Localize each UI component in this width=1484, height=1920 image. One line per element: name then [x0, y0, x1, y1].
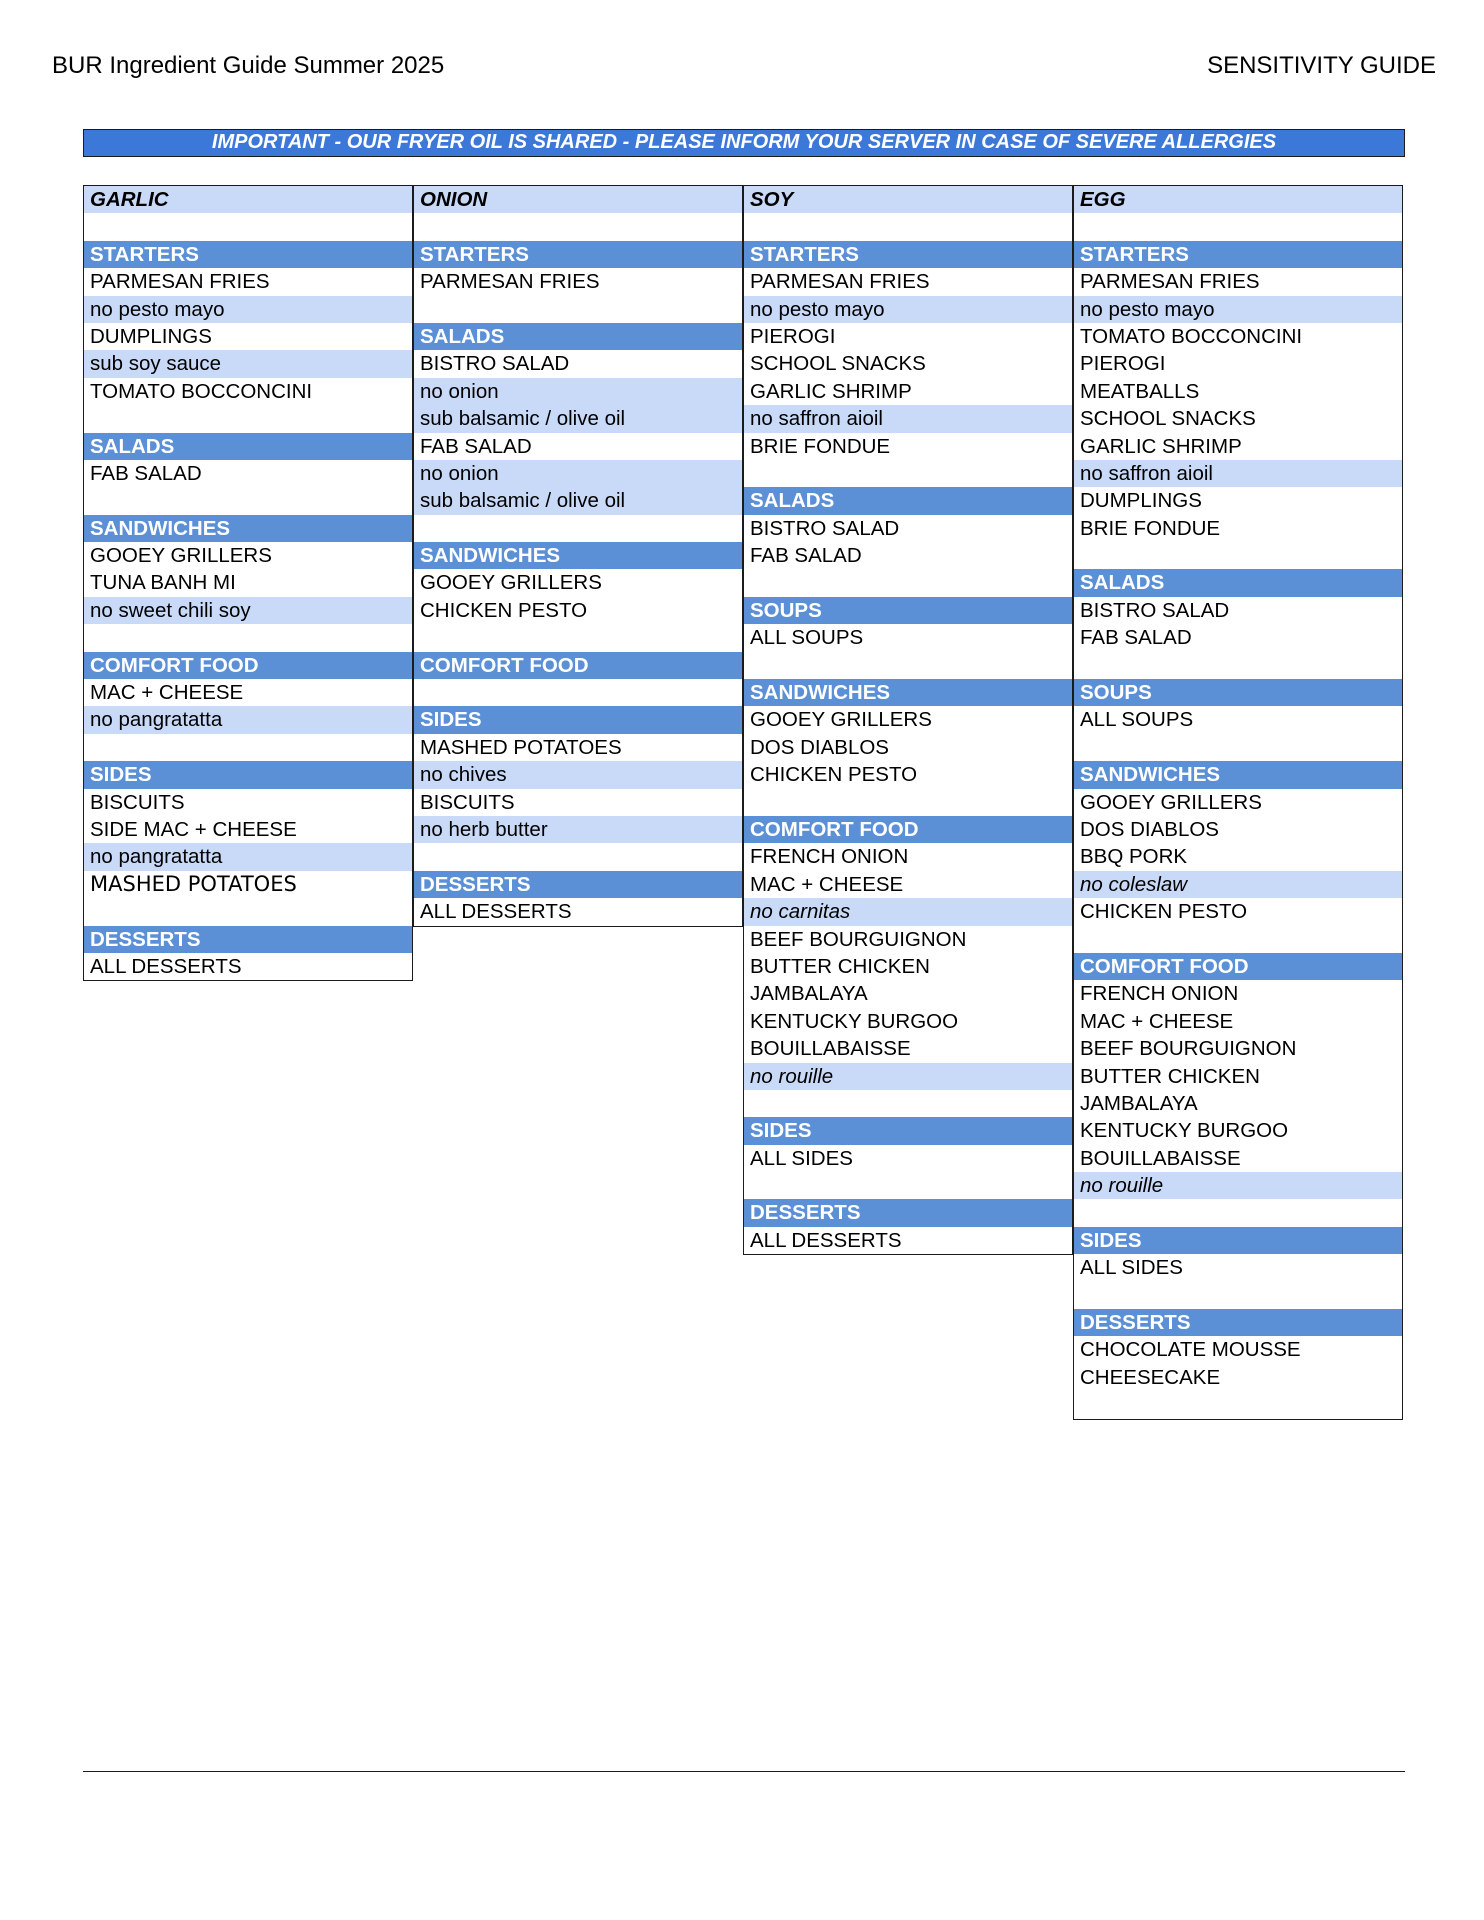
egg-column [1073, 185, 1403, 1420]
menu-item: ALL DESSERTS [84, 953, 412, 980]
menu-item: ALL SOUPS [744, 624, 1072, 651]
menu-item: PARMESAN FRIES [84, 268, 412, 295]
menu-item: PIEROGI [1074, 350, 1402, 377]
menu-item: BOUILLABAISSE [744, 1035, 1072, 1062]
footer-divider [83, 1771, 1405, 1772]
menu-item: ALL DESSERTS [744, 1227, 1072, 1254]
section-header: COMFORT FOOD [1074, 953, 1402, 980]
menu-item: ALL SIDES [1074, 1254, 1402, 1281]
menu-item: BRIE FONDUE [744, 433, 1072, 460]
spacer-row [1074, 542, 1402, 569]
menu-item: MEATBALLS [1074, 378, 1402, 405]
menu-item: TOMATO BOCCONCINI [84, 378, 412, 405]
modification-note: no saffron aioil [1074, 460, 1402, 487]
spacer-row [744, 213, 1072, 240]
menu-item: GOOEY GRILLERS [1074, 789, 1402, 816]
menu-item: FRENCH ONION [744, 843, 1072, 870]
menu-item: PIEROGI [744, 323, 1072, 350]
menu-item: BISTRO SALAD [414, 350, 742, 377]
spacer-row [414, 679, 742, 706]
section-header: SANDWICHES [1074, 761, 1402, 788]
modification-note: no herb butter [414, 816, 742, 843]
section-header: STARTERS [414, 241, 742, 268]
menu-item: KENTUCKY BURGOO [1074, 1117, 1402, 1144]
section-header: SALADS [744, 487, 1072, 514]
menu-item: BEEF BOURGUIGNON [1074, 1035, 1402, 1062]
menu-item: BBQ PORK [1074, 843, 1402, 870]
spacer-row [414, 213, 742, 240]
spacer-row [84, 898, 412, 925]
section-header: STARTERS [744, 241, 1072, 268]
modification-note: no rouille [1074, 1172, 1402, 1199]
modification-note: sub balsamic / olive oil [414, 487, 742, 514]
section-header: DESSERTS [1074, 1309, 1402, 1336]
modification-note: sub balsamic / olive oil [414, 405, 742, 432]
menu-item: FAB SALAD [1074, 624, 1402, 651]
menu-item: CHICKEN PESTO [1074, 898, 1402, 925]
modification-note: no pangratatta [84, 843, 412, 870]
modification-note: no sweet chili soy [84, 597, 412, 624]
menu-item: PARMESAN FRIES [1074, 268, 1402, 295]
document-header-left: BUR Ingredient Guide Summer 2025 [52, 52, 445, 79]
modification-note: no pesto mayo [1074, 296, 1402, 323]
modification-note: no pesto mayo [84, 296, 412, 323]
section-header: SANDWICHES [744, 679, 1072, 706]
section-header: SIDES [744, 1117, 1072, 1144]
menu-item: KENTUCKY BURGOO [744, 1008, 1072, 1035]
menu-item: ALL SIDES [744, 1145, 1072, 1172]
modification-note: no pesto mayo [744, 296, 1072, 323]
menu-item: FRENCH ONION [1074, 980, 1402, 1007]
menu-item: BUTTER CHICKEN [744, 953, 1072, 980]
spacer-row [744, 789, 1072, 816]
spacer-row [744, 1090, 1072, 1117]
menu-item: FAB SALAD [744, 542, 1072, 569]
menu-item: CHICKEN PESTO [744, 761, 1072, 788]
spacer-row [84, 405, 412, 432]
spacer-row [84, 734, 412, 761]
spacer-row [1074, 652, 1402, 679]
menu-item: BOUILLABAISSE [1074, 1145, 1402, 1172]
section-header: COMFORT FOOD [84, 652, 412, 679]
spacer-row [414, 296, 742, 323]
fryer-oil-warning-banner: IMPORTANT - OUR FRYER OIL IS SHARED - PLEASE INFORM YOUR SERVER IN CASE OF SEVERE ALLERGIES [83, 129, 1405, 157]
menu-item: ALL DESSERTS [414, 898, 742, 925]
spacer-row [84, 624, 412, 651]
column-title: ONION [414, 186, 742, 213]
spacer-row [414, 515, 742, 542]
menu-item: CHICKEN PESTO [414, 597, 742, 624]
spacer-row [744, 460, 1072, 487]
modification-note: no onion [414, 460, 742, 487]
menu-item: JAMBALAYA [1074, 1090, 1402, 1117]
menu-item: MASHED POTATOES [414, 734, 742, 761]
spacer-row [744, 652, 1072, 679]
menu-item: BRIE FONDUE [1074, 515, 1402, 542]
menu-item: GOOEY GRILLERS [744, 706, 1072, 733]
menu-item: PARMESAN FRIES [744, 268, 1072, 295]
soy-column [743, 185, 1073, 1255]
modification-note: no saffron aioil [744, 405, 1072, 432]
section-header: SIDES [414, 706, 742, 733]
section-header: DESSERTS [84, 926, 412, 953]
spacer-row [744, 1172, 1072, 1199]
menu-item: ALL SOUPS [1074, 706, 1402, 733]
modification-note: no pangratatta [84, 706, 412, 733]
menu-item: TUNA BANH MI [84, 569, 412, 596]
menu-item: MAC + CHEESE [744, 871, 1072, 898]
menu-item: FAB SALAD [84, 460, 412, 487]
spacer-row [1074, 1282, 1402, 1309]
column-title: GARLIC [84, 186, 412, 213]
section-header: SIDES [84, 761, 412, 788]
modification-note: no chives [414, 761, 742, 788]
section-header: SANDWICHES [414, 542, 742, 569]
menu-item: SIDE MAC + CHEESE [84, 816, 412, 843]
modification-note: no rouille [744, 1063, 1072, 1090]
section-header: SALADS [84, 433, 412, 460]
spacer-row [414, 843, 742, 870]
menu-item: GOOEY GRILLERS [84, 542, 412, 569]
menu-item: DOS DIABLOS [1074, 816, 1402, 843]
section-header: DESSERTS [744, 1199, 1072, 1226]
section-header: SALADS [414, 323, 742, 350]
menu-item: SCHOOL SNACKS [744, 350, 1072, 377]
menu-item: GOOEY GRILLERS [414, 569, 742, 596]
section-header: COMFORT FOOD [414, 652, 742, 679]
section-header: SALADS [1074, 569, 1402, 596]
menu-item: BUTTER CHICKEN [1074, 1063, 1402, 1090]
menu-item: BISCUITS [84, 789, 412, 816]
modification-note: no carnitas [744, 898, 1072, 925]
menu-item: DUMPLINGS [1074, 487, 1402, 514]
menu-item: SCHOOL SNACKS [1074, 405, 1402, 432]
menu-item: PARMESAN FRIES [414, 268, 742, 295]
menu-item: MAC + CHEESE [84, 679, 412, 706]
section-header: COMFORT FOOD [744, 816, 1072, 843]
menu-item: FAB SALAD [414, 433, 742, 460]
spacer-row [1074, 213, 1402, 240]
spacer-row [1074, 1199, 1402, 1226]
section-header: SANDWICHES [84, 515, 412, 542]
spacer-row [1074, 926, 1402, 953]
menu-item: MASHED POTATOES [84, 871, 412, 898]
column-title: SOY [744, 186, 1072, 213]
menu-item: BISTRO SALAD [744, 515, 1072, 542]
menu-item: CHOCOLATE MOUSSE [1074, 1336, 1402, 1363]
document-header-right: SENSITIVITY GUIDE [1207, 52, 1436, 79]
column-title: EGG [1074, 186, 1402, 213]
section-header: SOUPS [1074, 679, 1402, 706]
section-header: DESSERTS [414, 871, 742, 898]
section-header: STARTERS [1074, 241, 1402, 268]
menu-item: DUMPLINGS [84, 323, 412, 350]
menu-item: DOS DIABLOS [744, 734, 1072, 761]
menu-item: TOMATO BOCCONCINI [1074, 323, 1402, 350]
menu-item: BEEF BOURGUIGNON [744, 926, 1072, 953]
section-header: STARTERS [84, 241, 412, 268]
menu-item: BISTRO SALAD [1074, 597, 1402, 624]
menu-item: BISCUITS [414, 789, 742, 816]
menu-item: CHEESECAKE [1074, 1364, 1402, 1391]
spacer-row [414, 624, 742, 651]
section-header: SOUPS [744, 597, 1072, 624]
spacer-row [84, 487, 412, 514]
menu-item: JAMBALAYA [744, 980, 1072, 1007]
spacer-row [1074, 734, 1402, 761]
menu-item: MAC + CHEESE [1074, 1008, 1402, 1035]
modification-note: no onion [414, 378, 742, 405]
modification-note: sub soy sauce [84, 350, 412, 377]
spacer-row [1074, 1391, 1402, 1418]
section-header: SIDES [1074, 1227, 1402, 1254]
modification-note: no coleslaw [1074, 871, 1402, 898]
menu-item: GARLIC SHRIMP [744, 378, 1072, 405]
garlic-column [83, 185, 413, 981]
onion-column [413, 185, 743, 927]
menu-item: GARLIC SHRIMP [1074, 433, 1402, 460]
spacer-row [84, 213, 412, 240]
spacer-row [744, 569, 1072, 596]
